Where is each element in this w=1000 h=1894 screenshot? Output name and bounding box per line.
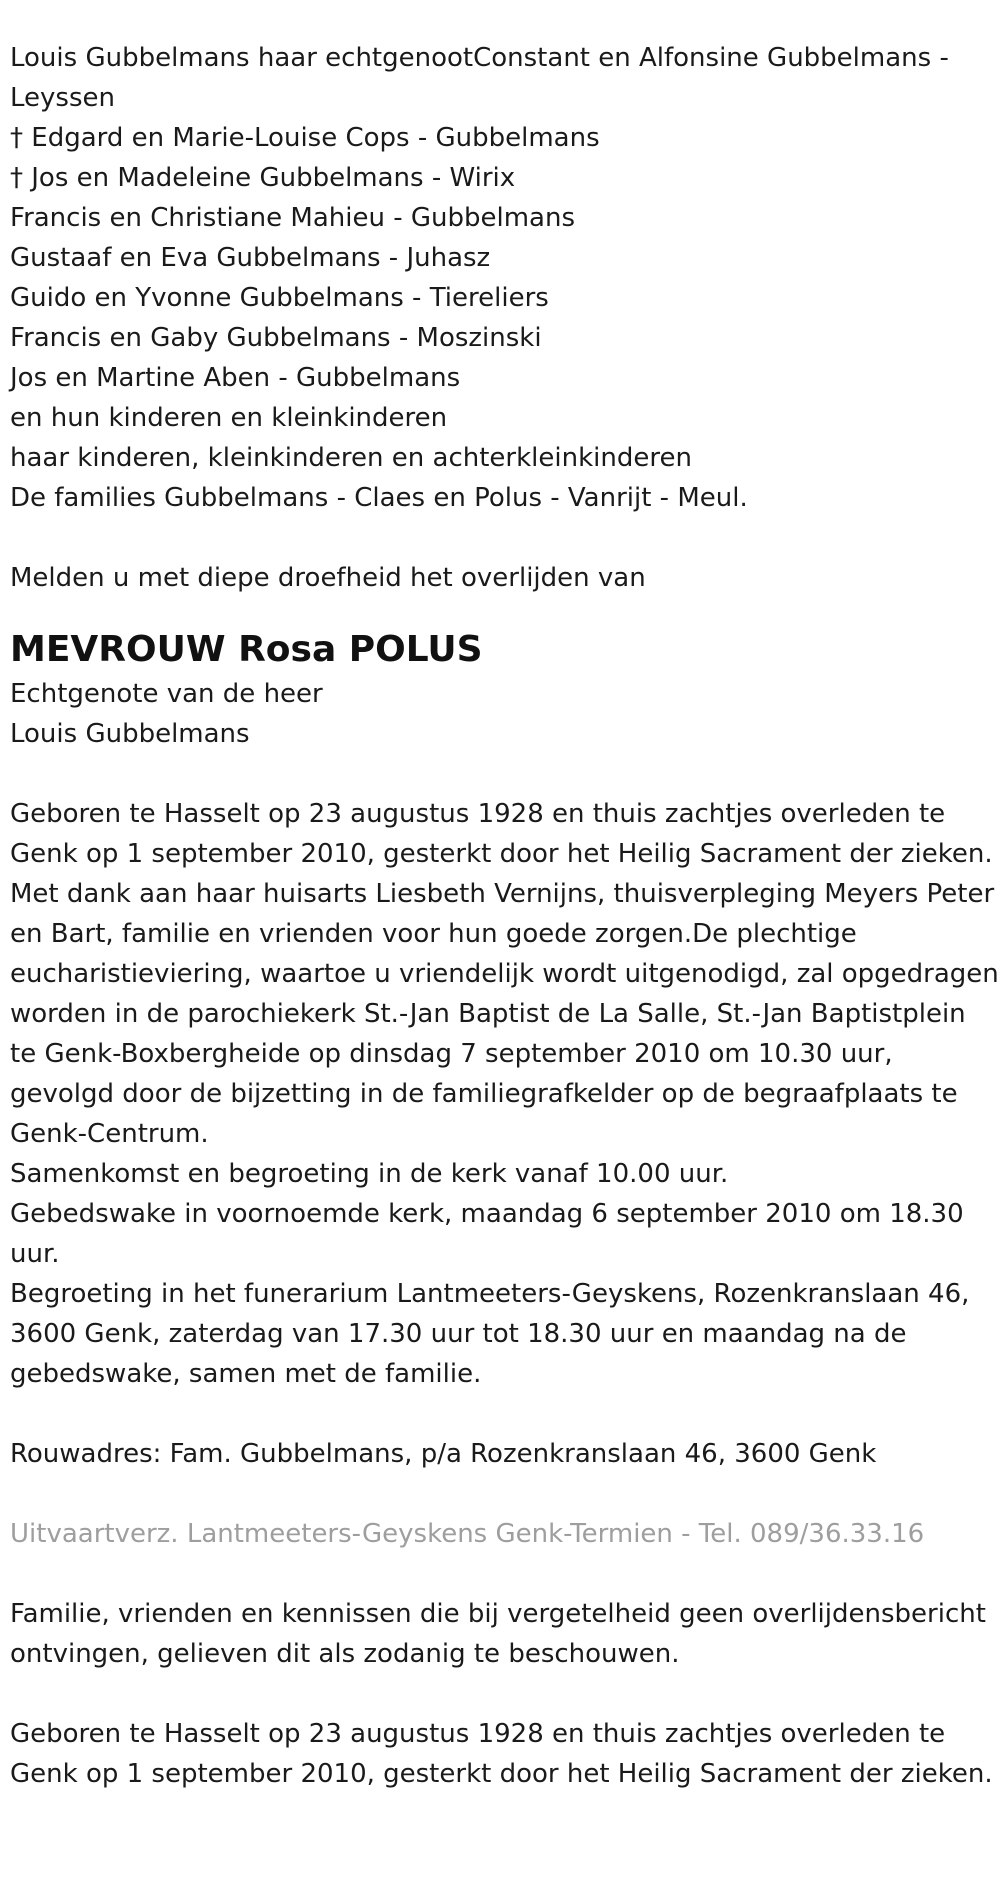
spouse-name: Louis Gubbelmans [10, 719, 250, 749]
family-list [10, 38, 1000, 518]
family-line: en hun kinderen en kleinkinderen [10, 403, 448, 433]
family-line: † Jos en Madeleine Gubbelmans - Wirix [10, 163, 516, 193]
family-line: De families Gubbelmans - Claes en Polus - Vanrijt - Meul. [10, 483, 748, 513]
spacer [10, 1474, 1000, 1514]
wake-paragraph: Gebedswake in voornoemde kerk, maandag 6 september 2010 om 18.30 uur. [10, 1199, 964, 1269]
family-line: † Edgard en Marie-Louise Cops - Gubbelmans [10, 123, 600, 153]
family-line: Gustaaf en Eva Gubbelmans - Juhasz [10, 243, 491, 273]
repeat-birth-death-paragraph: Geboren te Hasselt op 23 augustus 1928 en thuis zachtjes overleden te Genk op 1 september 2010, gesterkt door het Heilig Sacrament der zieken. [10, 1719, 993, 1789]
greeting-paragraph: Begroeting in het funerarium Lantmeeters-Geyskens, Rozenkranslaan 46, 3600 Genk, zaterdag van 17.30 uur tot 18.30 uur en maandag na de gebedswake, samen met de familie. [10, 1279, 970, 1389]
family-line: Francis en Christiane Mahieu - Gubbelmans [10, 203, 576, 233]
family-line: Leyssen [10, 83, 115, 113]
spacer [10, 1394, 1000, 1434]
family-line: Francis en Gaby Gubbelmans - Moszinski [10, 323, 542, 353]
spacer [10, 598, 1000, 622]
spacer [10, 518, 1000, 558]
family-line: Guido en Yvonne Gubbelmans - Tiereliers [10, 283, 549, 313]
spouse-line: Echtgenote van de heer [10, 679, 323, 709]
family-line: Jos en Martine Aben - Gubbelmans [10, 363, 461, 393]
birth-death-paragraph: Geboren te Hasselt op 23 augustus 1928 en thuis zachtjes overleden te Genk op 1 september 2010, gesterkt door het Heilig Sacrament der zieken. [10, 799, 993, 869]
deceased-name: MEVROUW Rosa POLUS [10, 629, 483, 670]
announcement-text: Melden u met diepe droefheid het overlijden van [10, 563, 646, 593]
gathering-paragraph: Samenkomst en begroeting in de kerk vanaf 10.00 uur. [10, 1159, 729, 1189]
family-line: Louis Gubbelmans haar echtgenootConstant en Alfonsine Gubbelmans - [10, 43, 949, 73]
thanks-ceremony-paragraph: Met dank aan haar huisarts Liesbeth Vernijns, thuisverpleging Meyers Peter en Bart, familie en vrienden voor hun goede zorgen.De plechtige eucharistieviering, waartoe u vriendelijk wordt uitgenodigd, zal opgedragen worden in de parochiekerk St.-Jan Baptist de La Salle, St.-Jan Baptistplein te Genk-Boxbergheide op dinsdag 7 september 2010 om 10.30 uur, gevolgd door de bijzetting in de familiegrafkelder op de begraafplaats te Genk-Centrum. [10, 879, 999, 1149]
spacer [10, 1554, 1000, 1594]
spacer [10, 1674, 1000, 1714]
funeral-home-line: Uitvaartverz. Lantmeeters-Geyskens Genk-Termien - Tel. 089/36.33.16 [10, 1519, 925, 1549]
spacer [10, 754, 1000, 794]
family-line: haar kinderen, kleinkinderen en achterkleinkinderen [10, 443, 692, 473]
notice-paragraph: Familie, vrienden en kennissen die bij vergetelheid geen overlijdensbericht ontvingen, gelieven dit als zodanig te beschouwen. [10, 1599, 986, 1669]
mourning-address: Rouwadres: Fam. Gubbelmans, p/a Rozenkranslaan 46, 3600 Genk [10, 1439, 877, 1469]
